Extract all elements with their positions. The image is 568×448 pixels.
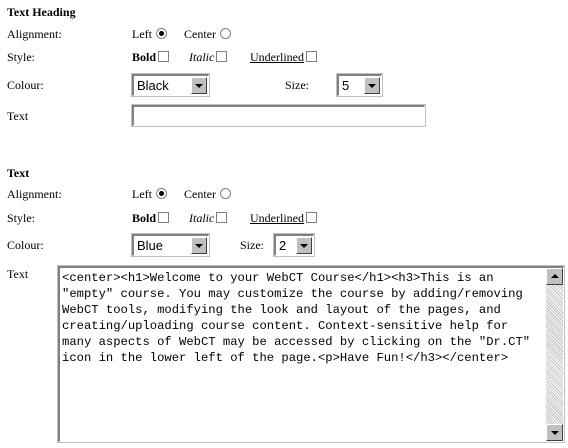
text-label: Text	[7, 109, 29, 123]
text-label: Text	[7, 267, 29, 281]
italic-label: Italic	[189, 211, 215, 225]
align-center-label: Center	[184, 27, 216, 41]
section-title-text-heading: Text Heading	[7, 5, 76, 19]
heading-bold-option[interactable]	[132, 50, 169, 65]
colour-select-value: Black	[137, 78, 169, 93]
italic-checkbox[interactable]	[216, 212, 227, 223]
italic-checkbox[interactable]	[216, 51, 227, 62]
align-center-radio[interactable]	[220, 188, 231, 199]
size-label: Size:	[240, 238, 264, 252]
size-label: Size:	[285, 78, 309, 92]
align-left-label: Left	[132, 187, 152, 201]
bold-checkbox[interactable]	[158, 212, 169, 223]
align-left-radio[interactable]	[156, 188, 167, 199]
style-label: Style:	[7, 211, 36, 225]
vertical-scrollbar[interactable]	[546, 268, 563, 441]
underlined-checkbox[interactable]	[306, 212, 317, 223]
size-select-value: 5	[342, 78, 350, 93]
heading-colour-select[interactable]	[132, 74, 209, 96]
text-body-textarea[interactable]	[58, 266, 564, 442]
scroll-up-arrow-icon[interactable]	[546, 268, 563, 285]
section-title-text: Text	[7, 166, 30, 180]
chevron-down-icon[interactable]	[191, 77, 207, 94]
scroll-down-arrow-icon[interactable]	[546, 424, 563, 441]
align-center-label: Center	[184, 187, 216, 201]
alignment-label: Alignment:	[7, 27, 62, 41]
bold-checkbox[interactable]	[158, 51, 169, 62]
text-italic-option[interactable]	[189, 211, 227, 226]
text-align-left-option[interactable]	[132, 187, 167, 202]
align-left-radio[interactable]	[156, 28, 167, 39]
heading-text-input[interactable]	[132, 105, 425, 126]
underlined-label: Underlined	[250, 50, 304, 64]
text-align-center-option[interactable]	[184, 187, 231, 202]
underlined-label: Underlined	[250, 211, 304, 225]
italic-label: Italic	[189, 50, 215, 64]
text-colour-select[interactable]	[132, 234, 209, 256]
colour-select-value: Blue	[137, 238, 164, 253]
heading-italic-option[interactable]	[189, 50, 227, 65]
alignment-label: Alignment:	[7, 187, 62, 201]
bold-label: Bold	[132, 50, 157, 64]
colour-label: Colour:	[7, 238, 44, 252]
colour-label: Colour:	[7, 78, 44, 92]
text-size-select[interactable]	[274, 234, 314, 256]
bold-label: Bold	[132, 211, 157, 225]
align-left-label: Left	[132, 27, 152, 41]
align-center-radio[interactable]	[220, 28, 231, 39]
chevron-down-icon[interactable]	[364, 77, 380, 94]
heading-align-left-option[interactable]	[132, 27, 167, 42]
text-body-content: <center><h1>Welcome to your WebCT Course</h1><h3>This is an "empty" course. You may customize the course by adding/removing WebCT tools, modifying the look and layout of the pages, and creating/uploading course content. Context-sensitive help for many aspects of WebCT may be accessed by clicking on the "Dr.CT" icon in the lower left of the page.<p>Have Fun!</h3></center>	[62, 271, 538, 365]
text-bold-option[interactable]	[132, 211, 169, 226]
heading-size-select[interactable]	[337, 74, 382, 96]
heading-align-center-option[interactable]	[184, 27, 231, 42]
heading-underlined-option[interactable]	[250, 50, 317, 65]
text-underlined-option[interactable]	[250, 211, 317, 226]
underlined-checkbox[interactable]	[306, 51, 317, 62]
style-label: Style:	[7, 50, 36, 64]
chevron-down-icon[interactable]	[296, 237, 312, 254]
chevron-down-icon[interactable]	[191, 237, 207, 254]
size-select-value: 2	[279, 238, 287, 253]
